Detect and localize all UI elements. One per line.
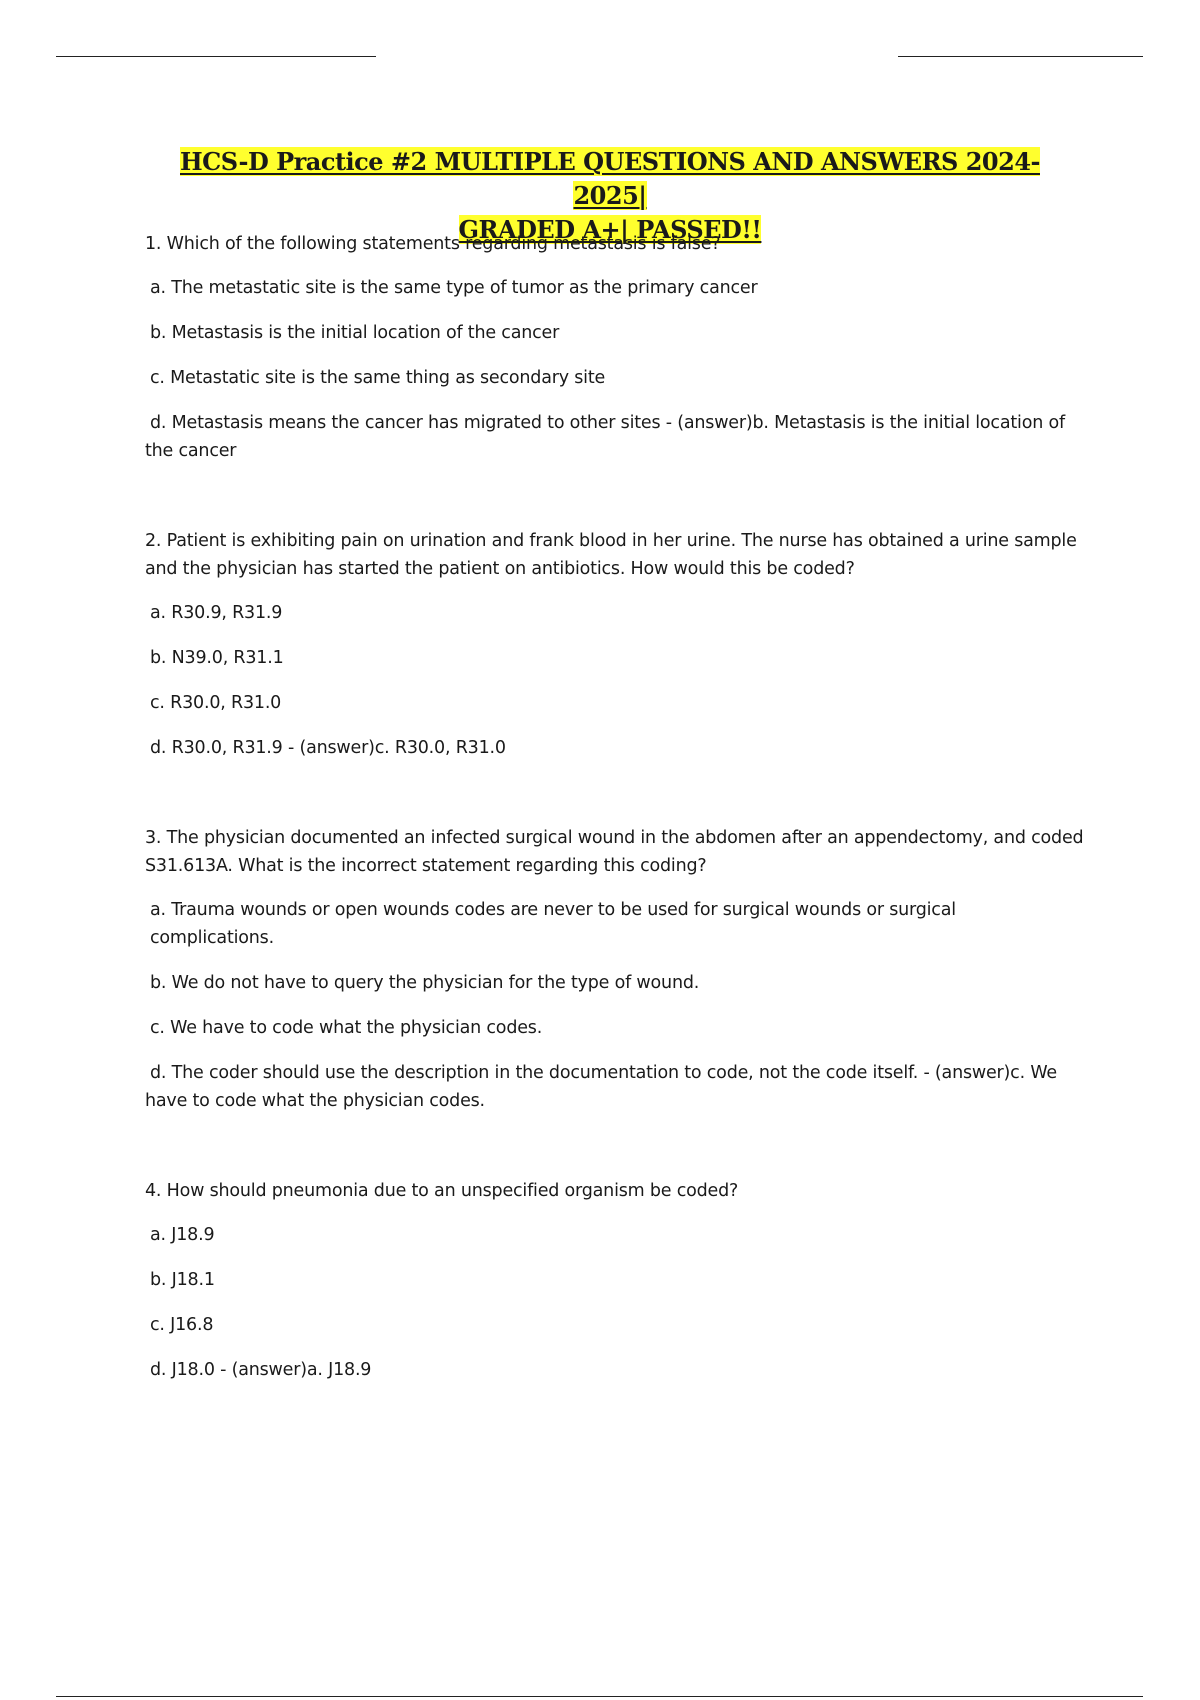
option-b: b. J18.1 — [150, 1270, 215, 1290]
option-c: c. Metastatic site is the same thing as secondary site — [150, 368, 606, 388]
question-2 — [145, 527, 1085, 762]
option-c: c. R30.0, R31.0 — [150, 693, 282, 713]
option-d-with-answer: d. Metastasis means the cancer has migrated to other sites - (answer)b. Metastasis is the initial location of the cancer — [145, 413, 1065, 461]
header-rule-left — [56, 56, 376, 57]
footer-rule — [56, 1696, 1143, 1697]
option-b: b. We do not have to query the physician for the type of wound. — [150, 973, 700, 993]
option-a: a. R30.9, R31.9 — [150, 603, 283, 623]
title-line-2: GRADED A+| PASSED!! — [458, 215, 762, 244]
option-c: c. J16.8 — [150, 1315, 214, 1335]
question-stem: 3. The physician documented an infected surgical wound in the abdomen after an appendectomy, and coded S31.613A. What is the incorrect statement regarding this coding? — [145, 828, 1084, 876]
option-a: a. Trauma wounds or open wounds codes are never to be used for surgical wounds or surgical complications. — [150, 900, 956, 948]
option-d-with-answer: d. The coder should use the description in the documentation to code, not the code itself. - (answer)c. We have to code what the physician codes. — [145, 1063, 1057, 1111]
option-c: c. We have to code what the physician codes. — [150, 1018, 543, 1038]
option-d-with-answer: d. R30.0, R31.9 - (answer)c. R30.0, R31.0 — [150, 738, 506, 758]
option-b: b. Metastasis is the initial location of the cancer — [150, 323, 560, 343]
title-line-1: HCS-D Practice #2 MULTIPLE QUESTIONS AND ANSWERS 2024-2025| — [180, 147, 1040, 210]
option-b: b. N39.0, R31.1 — [150, 648, 284, 668]
option-a: a. The metastatic site is the same type of tumor as the primary cancer — [150, 278, 758, 298]
question-1 — [145, 230, 1085, 465]
option-d-with-answer: d. J18.0 - (answer)a. J18.9 — [150, 1360, 372, 1380]
header-rule-right — [898, 56, 1143, 57]
question-stem: 1. Which of the following statements regarding metastasis is false? — [145, 234, 721, 254]
question-4 — [145, 1177, 1085, 1384]
option-a: a. J18.9 — [150, 1225, 215, 1245]
question-stem: 4. How should pneumonia due to an unspecified organism be coded? — [145, 1181, 739, 1201]
questions-list — [145, 230, 1085, 1384]
question-3 — [145, 824, 1085, 1115]
question-stem: 2. Patient is exhibiting pain on urination and frank blood in her urine. The nurse has obtained a urine sample and the physician has started the patient on antibiotics. How would this be coded? — [145, 531, 1077, 579]
